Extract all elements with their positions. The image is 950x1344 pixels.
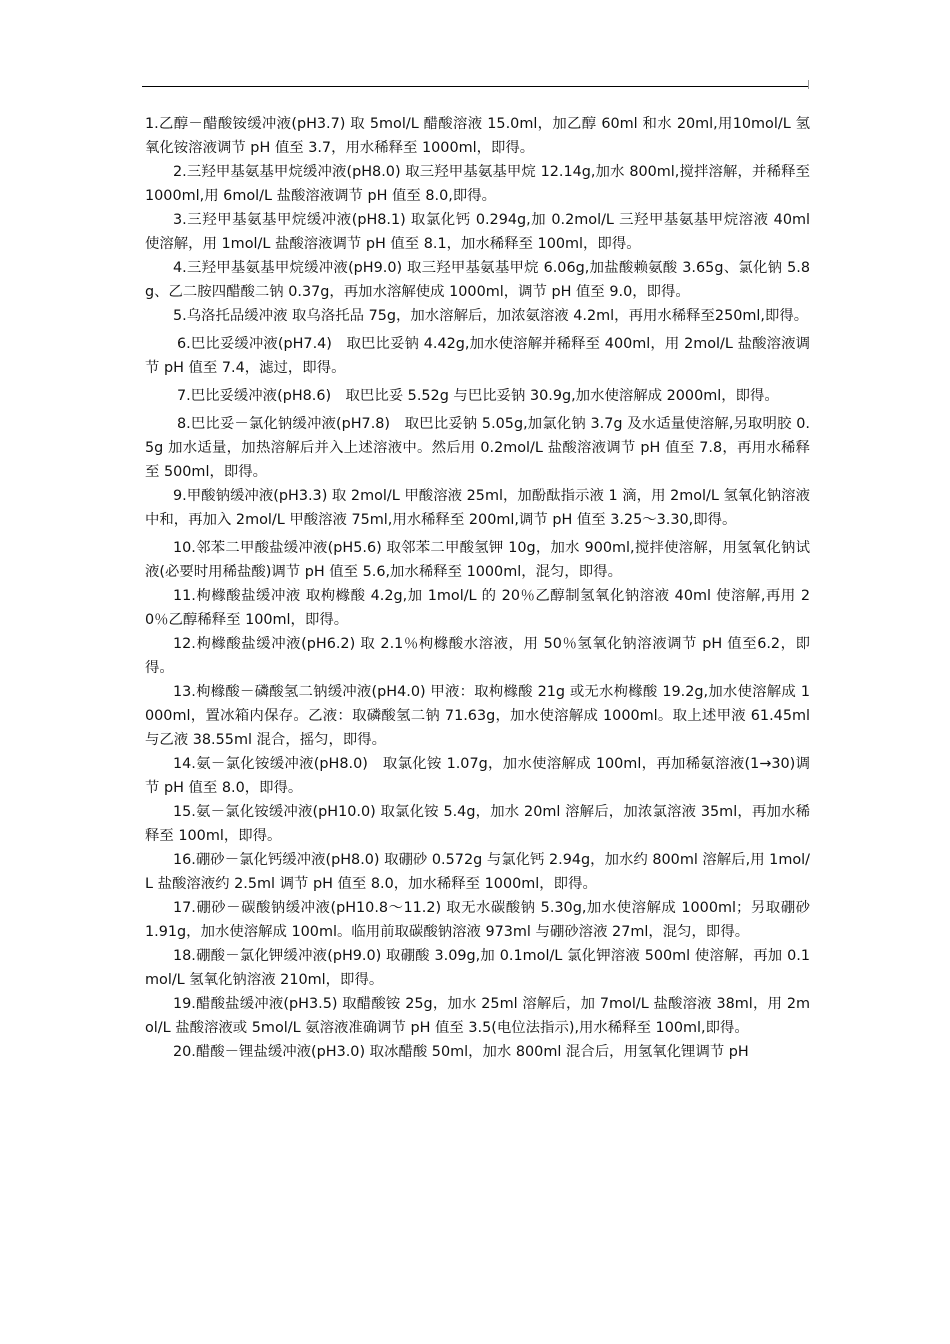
paragraph-8: 8.巴比妥－氯化钠缓冲液(pH7.8) 取巴比妥钠 5.05g,加氯化钠 3.7g 及水适量使溶解,另取明胶 0.5g 加水适量，加热溶解后并入上述溶液中。然后用 0.2mol/L 盐酸溶液调节 pH 值至 7.8，再用水稀释至 500ml，即得。 <box>145 416 810 480</box>
paragraph-10: 10.邻苯二甲酸盐缓冲液(pH5.6) 取邻苯二甲酸氢钾 10g，加水 900ml,搅拌使溶解，用氢氧化钠试液(必要时用稀盐酸)调节 pH 值至 5.6,加水稀释至 1000ml，混匀，即得。 <box>145 540 810 580</box>
paragraph-14: 14.氨－氯化铵缓冲液(pH8.0) 取氯化铵 1.07g，加水使溶解成 100ml，再加稀氨溶液(1→30)调节 pH 值至 8.0，即得。 <box>145 756 810 796</box>
paragraph-19: 19.醋酸盐缓冲液(pH3.5) 取醋酸铵 25g，加水 25ml 溶解后，加 7mol/L 盐酸溶液 38ml，用 2mol/L 盐酸溶液或 5mol/L 氨溶液准确调节 pH 值至 3.5(电位法指示),用水稀释至 100ml,即得。 <box>145 996 810 1036</box>
paragraph-5: 5.乌洛托品缓冲液 取乌洛托品 75g，加水溶解后，加浓氨溶液 4.2ml，再用水稀释至250ml,即得。 <box>173 308 809 324</box>
paragraph-2: 2.三羟甲基氨基甲烷缓冲液(pH8.0) 取三羟甲基氨基甲烷 12.14g,加水 800ml,搅拌溶解，并稀释至 1000ml,用 6mol/L 盐酸溶液调节 pH 值至 8.0,即得。 <box>145 164 810 204</box>
paragraph-18: 18.硼酸－氯化钾缓冲液(pH9.0) 取硼酸 3.09g,加 0.1mol/L 氯化钾溶液 500ml 使溶解，再加 0.1mol/L 氢氧化钠溶液 210ml，即得。 <box>145 948 810 988</box>
paragraph-4: 4.三羟甲基氨基甲烷缓冲液(pH9.0) 取三羟甲基氨基甲烷 6.06g,加盐酸赖氨酸 3.65g、氯化钠 5.8g、乙二胺四醋酸二钠 0.37g，再加水溶解使成 1000ml，调节 pH 值至 9.0，即得。 <box>145 260 810 300</box>
document-body <box>145 112 810 1064</box>
paragraph-6: 6.巴比妥缓冲液(pH7.4) 取巴比妥钠 4.42g,加水使溶解并稀释至 400ml，用 2mol/L 盐酸溶液调节 pH 值至 7.4，滤过，即得。 <box>145 336 810 376</box>
paragraph-3: 3.三羟甲基氨基甲烷缓冲液(pH8.1) 取氯化钙 0.294g,加 0.2mol/L 三羟甲基氨基甲烷溶液 40ml 使溶解，用 1mol/L 盐酸溶液调节 pH 值至 8.1，加水稀释至 100ml，即得。 <box>145 212 810 252</box>
header-corner-mark <box>808 80 809 89</box>
paragraph-17: 17.硼砂－碳酸钠缓冲液(pH10.8～11.2) 取无水碳酸钠 5.30g,加水使溶解成 1000ml；另取硼砂 1.91g，加水使溶解成 100ml。临用前取碳酸钠溶液 973ml 与硼砂溶液 27ml，混匀，即得。 <box>145 900 810 940</box>
paragraph-20: 20.醋酸－锂盐缓冲液(pH3.0) 取冰醋酸 50ml，加水 800ml 混合后，用氢氧化锂调节 pH <box>173 1044 749 1060</box>
paragraph-11: 11.枸橼酸盐缓冲液 取枸橼酸 4.2g,加 1mol/L 的 20％乙醇制氢氧化钠溶液 40ml 使溶解,再用 20％乙醇稀释至 100ml，即得。 <box>145 588 810 628</box>
paragraph-1: 1.乙醇－醋酸铵缓冲液(pH3.7) 取 5mol/L 醋酸溶液 15.0ml，加乙醇 60ml 和水 20ml,用10mol/L 氢氧化铵溶液调节 pH 值至 3.7，用水稀释至 1000ml，即得。 <box>145 116 810 156</box>
paragraph-13: 13.枸橼酸－磷酸氢二钠缓冲液(pH4.0) 甲液：取枸橼酸 21g 或无水枸橼酸 19.2g,加水使溶解成 1000ml，置冰箱内保存。乙液：取磷酸氢二钠 71.63g，加水使溶解成 1000ml。取上述甲液 61.45ml 与乙液 38.55ml 混合，摇匀，即得。 <box>145 684 810 748</box>
paragraph-15: 15.氨－氯化铵缓冲液(pH10.0) 取氯化铵 5.4g，加水 20ml 溶解后，加浓氯溶液 35ml，再加水稀释至 100ml，即得。 <box>145 804 810 844</box>
paragraph-7: 7.巴比妥缓冲液(pH8.6) 取巴比妥 5.52g 与巴比妥钠 30.9g,加水使溶解成 2000ml，即得。 <box>177 388 779 404</box>
paragraph-9: 9.甲酸钠缓冲液(pH3.3) 取 2mol/L 甲酸溶液 25ml，加酚酞指示液 1 滴，用 2mol/L 氢氧化钠溶液中和，再加入 2mol/L 甲酸溶液 75ml,用水稀释至 200ml,调节 pH 值至 3.25～3.30,即得。 <box>145 488 810 528</box>
paragraph-16: 16.硼砂－氯化钙缓冲液(pH8.0) 取硼砂 0.572g 与氯化钙 2.94g，加水约 800ml 溶解后,用 1mol/L 盐酸溶液约 2.5ml 调节 pH 值至 8.0，加水稀释至 1000ml，即得。 <box>145 852 810 892</box>
paragraph-12: 12.枸橼酸盐缓冲液(pH6.2) 取 2.1％枸橼酸水溶液，用 50％氢氧化钠溶液调节 pH 值至6.2，即得。 <box>145 636 810 676</box>
header-rule <box>142 86 809 87</box>
